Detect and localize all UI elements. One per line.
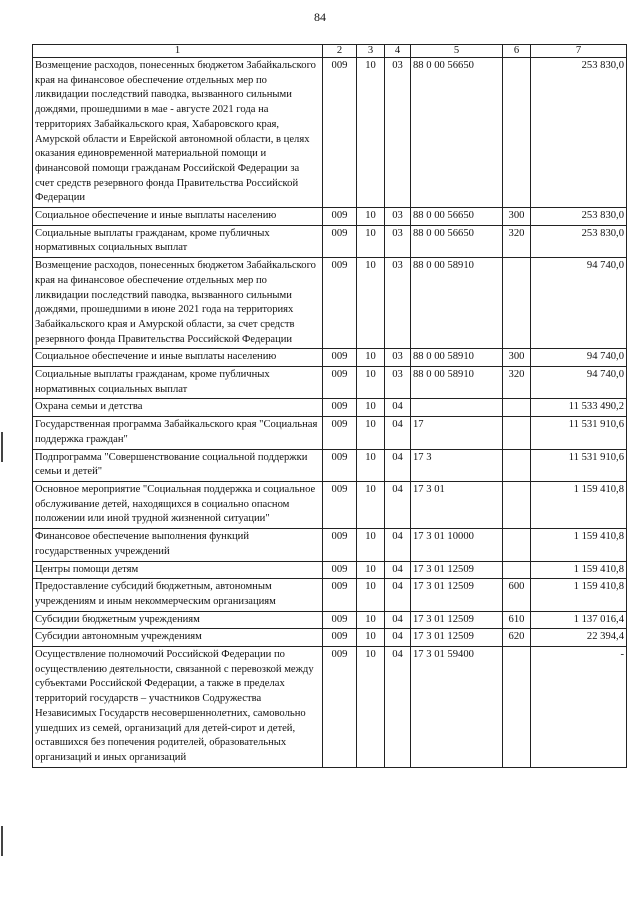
row-amount: 94 740,0 bbox=[531, 349, 627, 367]
row-code-6 bbox=[503, 399, 531, 417]
row-code-3: 10 bbox=[357, 349, 385, 367]
budget-table bbox=[32, 44, 627, 768]
row-code-5: 88 0 00 58910 bbox=[411, 349, 503, 367]
margin-mark bbox=[1, 432, 3, 462]
row-amount: 94 740,0 bbox=[531, 258, 627, 349]
row-code-3: 10 bbox=[357, 399, 385, 417]
row-code-4: 03 bbox=[385, 367, 411, 399]
table-row bbox=[33, 399, 627, 417]
row-amount: 1 137 016,4 bbox=[531, 611, 627, 629]
row-name: Социальное обеспечение и иные выплаты населению bbox=[33, 208, 323, 226]
row-name: Социальные выплаты гражданам, кроме публичных нормативных социальных выплат bbox=[33, 367, 323, 399]
row-code-3: 10 bbox=[357, 629, 385, 647]
column-header: 3 bbox=[357, 45, 385, 58]
row-code-4: 04 bbox=[385, 611, 411, 629]
row-amount: 253 830,0 bbox=[531, 225, 627, 257]
row-amount: 11 531 910,6 bbox=[531, 417, 627, 449]
row-code-2: 009 bbox=[323, 58, 357, 208]
row-code-6 bbox=[503, 481, 531, 528]
row-amount: 1 159 410,8 bbox=[531, 481, 627, 528]
row-code-3: 10 bbox=[357, 417, 385, 449]
row-name: Охрана семьи и детства bbox=[33, 399, 323, 417]
row-code-4: 04 bbox=[385, 481, 411, 528]
row-code-3: 10 bbox=[357, 225, 385, 257]
row-code-6: 300 bbox=[503, 208, 531, 226]
row-code-2: 009 bbox=[323, 481, 357, 528]
table-row bbox=[33, 561, 627, 579]
row-amount: 1 159 410,8 bbox=[531, 529, 627, 561]
row-code-4: 04 bbox=[385, 561, 411, 579]
row-code-5: 17 bbox=[411, 417, 503, 449]
row-name: Основное мероприятие "Социальная поддержка и социальное обслуживание детей, находящихся в социально опасном положении или иной трудной жизненной ситуации" bbox=[33, 481, 323, 528]
row-name: Финансовое обеспечение выполнения функций государственных учреждений bbox=[33, 529, 323, 561]
row-name: Субсидии бюджетным учреждениям bbox=[33, 611, 323, 629]
row-code-6 bbox=[503, 561, 531, 579]
table-row bbox=[33, 449, 627, 481]
row-name: Осуществление полномочий Российской Федерации по осуществлению деятельности, связанной с перевозкой между субъектами Российской Федерации, а также в пределах территорий государств – участников Содружества Независимых Государств несовершеннолетних, самовольно ушедших из семей, организаций для детей-сирот и детей, оставшихся без попечения родителей, образовательных организаций и иных организаций bbox=[33, 647, 323, 768]
row-code-3: 10 bbox=[357, 208, 385, 226]
table-row bbox=[33, 481, 627, 528]
row-code-6 bbox=[503, 529, 531, 561]
row-code-5: 17 3 01 bbox=[411, 481, 503, 528]
row-code-6 bbox=[503, 258, 531, 349]
row-code-3: 10 bbox=[357, 579, 385, 611]
row-code-4: 04 bbox=[385, 449, 411, 481]
row-code-2: 009 bbox=[323, 647, 357, 768]
row-code-6 bbox=[503, 449, 531, 481]
row-name: Центры помощи детям bbox=[33, 561, 323, 579]
row-amount: 1 159 410,8 bbox=[531, 579, 627, 611]
column-header: 4 bbox=[385, 45, 411, 58]
row-code-5: 88 0 00 56650 bbox=[411, 225, 503, 257]
column-header: 1 bbox=[33, 45, 323, 58]
row-code-5: 88 0 00 56650 bbox=[411, 208, 503, 226]
row-name: Государственная программа Забайкальского края "Социальная поддержка граждан" bbox=[33, 417, 323, 449]
row-name: Подпрограмма "Совершенствование социальной поддержки семьи и детей" bbox=[33, 449, 323, 481]
row-code-4: 03 bbox=[385, 258, 411, 349]
row-code-5 bbox=[411, 399, 503, 417]
row-code-2: 009 bbox=[323, 579, 357, 611]
row-code-3: 10 bbox=[357, 529, 385, 561]
row-code-6: 320 bbox=[503, 367, 531, 399]
row-code-5: 88 0 00 58910 bbox=[411, 367, 503, 399]
row-name: Возмещение расходов, понесенных бюджетом Забайкальского края на финансовое обеспечение отдельных мер по ликвидации последствий паводка, вызванного сильными дождями, прошедшими в мае - августе 2021 года на территориях Забайкальского края, Хабаровского края, Амурской области и Еврейской автономной области, в целях оказания единовременной материальной помощи и финансовой помощи гражданам Российской Федерации за счет средств резервного фонда Правительства Российской Федерации bbox=[33, 58, 323, 208]
row-code-5: 17 3 01 10000 bbox=[411, 529, 503, 561]
table-row bbox=[33, 58, 627, 208]
row-code-6 bbox=[503, 58, 531, 208]
row-code-4: 04 bbox=[385, 417, 411, 449]
table-row bbox=[33, 225, 627, 257]
row-code-3: 10 bbox=[357, 647, 385, 768]
row-code-2: 009 bbox=[323, 611, 357, 629]
row-amount: 1 159 410,8 bbox=[531, 561, 627, 579]
row-code-4: 04 bbox=[385, 647, 411, 768]
row-code-2: 009 bbox=[323, 417, 357, 449]
column-header: 6 bbox=[503, 45, 531, 58]
row-code-3: 10 bbox=[357, 258, 385, 349]
table-row bbox=[33, 647, 627, 768]
header-row bbox=[33, 45, 627, 58]
row-code-3: 10 bbox=[357, 611, 385, 629]
row-name: Возмещение расходов, понесенных бюджетом Забайкальского края на финансовое обеспечение отдельных мер по ликвидации последствий паводка, вызванного сильными дождями, прошедшими в июне 2021 года на территориях Забайкальского края и Амурской области, за счет средств резервного фонда Правительства Российской Федерации bbox=[33, 258, 323, 349]
table-row bbox=[33, 417, 627, 449]
row-code-2: 009 bbox=[323, 629, 357, 647]
column-header: 5 bbox=[411, 45, 503, 58]
row-amount: 11 533 490,2 bbox=[531, 399, 627, 417]
row-code-2: 009 bbox=[323, 258, 357, 349]
row-name: Субсидии автономным учреждениям bbox=[33, 629, 323, 647]
row-code-6: 600 bbox=[503, 579, 531, 611]
row-code-5: 17 3 01 12509 bbox=[411, 579, 503, 611]
row-amount: 11 531 910,6 bbox=[531, 449, 627, 481]
table-row bbox=[33, 367, 627, 399]
row-amount: 22 394,4 bbox=[531, 629, 627, 647]
row-code-6: 300 bbox=[503, 349, 531, 367]
row-code-5: 17 3 01 12509 bbox=[411, 611, 503, 629]
row-code-6: 610 bbox=[503, 611, 531, 629]
row-code-2: 009 bbox=[323, 349, 357, 367]
row-code-6 bbox=[503, 417, 531, 449]
row-code-5: 88 0 00 56650 bbox=[411, 58, 503, 208]
row-amount: 94 740,0 bbox=[531, 367, 627, 399]
row-code-3: 10 bbox=[357, 58, 385, 208]
row-name: Социальные выплаты гражданам, кроме публичных нормативных социальных выплат bbox=[33, 225, 323, 257]
row-code-5: 17 3 bbox=[411, 449, 503, 481]
row-code-2: 009 bbox=[323, 208, 357, 226]
row-code-5: 88 0 00 58910 bbox=[411, 258, 503, 349]
row-code-4: 04 bbox=[385, 529, 411, 561]
table-row bbox=[33, 611, 627, 629]
table-row bbox=[33, 208, 627, 226]
row-code-3: 10 bbox=[357, 449, 385, 481]
row-code-4: 04 bbox=[385, 579, 411, 611]
row-code-3: 10 bbox=[357, 367, 385, 399]
table-row bbox=[33, 579, 627, 611]
row-code-3: 10 bbox=[357, 561, 385, 579]
row-name: Предоставление субсидий бюджетным, автономным учреждениям и иным некоммерческим организациям bbox=[33, 579, 323, 611]
row-amount: - bbox=[531, 647, 627, 768]
row-code-4: 03 bbox=[385, 58, 411, 208]
row-code-5: 17 3 01 12509 bbox=[411, 561, 503, 579]
column-header: 2 bbox=[323, 45, 357, 58]
row-name: Социальное обеспечение и иные выплаты населению bbox=[33, 349, 323, 367]
row-code-2: 009 bbox=[323, 449, 357, 481]
row-code-4: 04 bbox=[385, 629, 411, 647]
row-code-4: 03 bbox=[385, 349, 411, 367]
table-row bbox=[33, 258, 627, 349]
column-header: 7 bbox=[531, 45, 627, 58]
row-code-2: 009 bbox=[323, 529, 357, 561]
row-code-5: 17 3 01 59400 bbox=[411, 647, 503, 768]
row-amount: 253 830,0 bbox=[531, 58, 627, 208]
row-code-2: 009 bbox=[323, 225, 357, 257]
row-code-5: 17 3 01 12509 bbox=[411, 629, 503, 647]
margin-mark bbox=[1, 826, 3, 856]
row-code-4: 04 bbox=[385, 399, 411, 417]
row-code-6: 620 bbox=[503, 629, 531, 647]
table-row bbox=[33, 629, 627, 647]
row-amount: 253 830,0 bbox=[531, 208, 627, 226]
row-code-4: 03 bbox=[385, 225, 411, 257]
row-code-6 bbox=[503, 647, 531, 768]
row-code-2: 009 bbox=[323, 367, 357, 399]
row-code-2: 009 bbox=[323, 561, 357, 579]
row-code-6: 320 bbox=[503, 225, 531, 257]
row-code-4: 03 bbox=[385, 208, 411, 226]
page-number: 84 bbox=[314, 10, 326, 24]
table-row bbox=[33, 529, 627, 561]
row-code-3: 10 bbox=[357, 481, 385, 528]
row-code-2: 009 bbox=[323, 399, 357, 417]
table-row bbox=[33, 349, 627, 367]
